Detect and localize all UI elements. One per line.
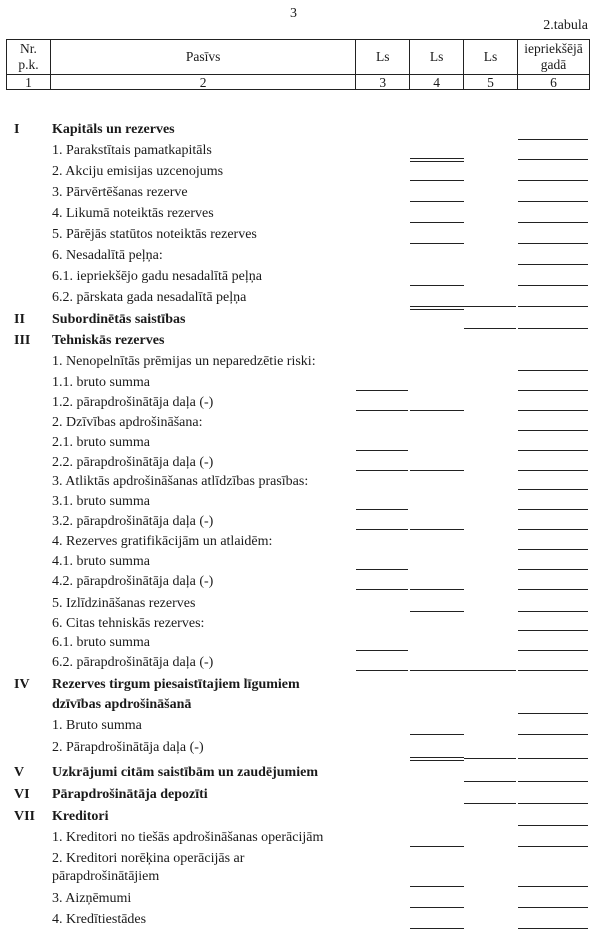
entry-line [518, 285, 588, 286]
line-item: 4. Rezerves gratifikācijām un atlaidēm: [52, 534, 273, 549]
line-item: 6. Citas tehniskās rezerves: [52, 616, 205, 631]
entry-line [518, 734, 588, 735]
entry-line [518, 509, 588, 510]
line-item: 3. Aizņēmumi [52, 891, 132, 906]
line-item: 4.1. bruto summa [52, 554, 150, 569]
entry-line [518, 390, 588, 391]
col-nr-header: Nr. p.k. [7, 40, 51, 75]
table-header [6, 39, 590, 90]
section-row [0, 808, 600, 828]
col-number: 2 [50, 75, 355, 90]
entry-line [410, 907, 464, 908]
section-title: Subordinētās saistības [52, 312, 186, 327]
entry-line [518, 650, 588, 651]
col-number: 3 [356, 75, 410, 90]
entry-line [518, 846, 588, 847]
entry-line [410, 410, 464, 411]
entry-line [356, 650, 408, 651]
entry-line [518, 529, 588, 530]
entry-line [518, 370, 588, 371]
line-item: 3. Atliktās apdrošināšanas atlīdzības prasības: [52, 474, 309, 489]
entry-line [410, 180, 464, 181]
section-number: III [14, 333, 31, 348]
entry-line [410, 670, 464, 671]
entry-line [518, 549, 588, 550]
entry-line [518, 180, 588, 181]
entry-line [410, 529, 464, 530]
entry-line [518, 825, 588, 826]
entry-line [518, 928, 588, 929]
page-number: 3 [290, 6, 297, 21]
entry-line [410, 158, 464, 159]
entry-line [410, 589, 464, 590]
line-item: 1. Nenopelnītās prēmijas un neparedzētie riski: [52, 354, 316, 369]
line-item: 2. Kreditori norēķina operācijās ar pārapdrošinātājiem [52, 851, 245, 884]
entry-line [464, 781, 516, 782]
entry-line [518, 201, 588, 202]
section-row [0, 696, 600, 716]
entry-line [410, 760, 464, 761]
entry-line [410, 243, 464, 244]
section-title: Uzkrājumi citām saistībām un zaudējumiem [52, 765, 318, 780]
entry-line [464, 328, 516, 329]
entry-line [518, 489, 588, 490]
line-item: 1.2. pārapdrošinātāja daļa (-) [52, 395, 214, 410]
entry-line [518, 450, 588, 451]
entry-line [410, 222, 464, 223]
line-item: 4.2. pārapdrošinātāja daļa (-) [52, 574, 214, 589]
entry-line [356, 410, 408, 411]
entry-line [410, 285, 464, 286]
table-name: 2.tabula [543, 18, 588, 33]
entry-line [410, 309, 464, 310]
section-title-continued: dzīvības apdrošināšanā [52, 697, 192, 712]
section-number: IV [14, 677, 30, 692]
col-ls-header: Ls [410, 40, 464, 75]
entry-line [464, 306, 516, 307]
line-item: 1. Kreditori no tiešās apdrošināšanas operācijām [52, 830, 324, 845]
entry-line [410, 928, 464, 929]
entry-line [518, 670, 588, 671]
entry-line [518, 243, 588, 244]
entry-line [410, 734, 464, 735]
entry-line [518, 139, 588, 140]
entry-line [518, 470, 588, 471]
entry-line [356, 509, 408, 510]
entry-line [410, 201, 464, 202]
line-item: 6.1. bruto summa [52, 635, 150, 650]
entry-line [518, 611, 588, 612]
entry-line [410, 757, 464, 758]
line-item: 1. Parakstītais pamatkapitāls [52, 143, 212, 158]
entry-line [356, 589, 408, 590]
section-title: Rezerves tirgum piesaistītajiem līgumiem [52, 677, 300, 692]
entry-line [518, 569, 588, 570]
entry-line [410, 611, 464, 612]
entry-line [518, 630, 588, 631]
section-title: Kreditori [52, 809, 109, 824]
line-item: 6.2. pārapdrošinātāja daļa (-) [52, 655, 214, 670]
section-number: V [14, 765, 25, 780]
entry-line [464, 670, 516, 671]
section-number: I [14, 122, 20, 137]
entry-line [518, 781, 588, 782]
entry-line [356, 470, 408, 471]
line-item: 3. Pārvērtēšanas rezerve [52, 185, 188, 200]
col-number: 1 [7, 75, 51, 90]
line-item: 5. Izlīdzināšanas rezerves [52, 596, 196, 611]
entry-line [356, 529, 408, 530]
entry-line [410, 470, 464, 471]
entry-line [518, 803, 588, 804]
entry-line [356, 670, 408, 671]
entry-line [410, 161, 464, 162]
line-item: 2.2. pārapdrošinātāja daļa (-) [52, 455, 214, 470]
entry-line [464, 803, 516, 804]
section-title: Pārapdrošinātāja depozīti [52, 787, 208, 802]
section-number: VI [14, 787, 30, 802]
line-item: 3.1. bruto summa [52, 494, 150, 509]
col-number: 6 [518, 75, 590, 90]
entry-line [518, 306, 588, 307]
entry-line [518, 589, 588, 590]
line-item: 6. Nesadalītā peļņa: [52, 248, 163, 263]
col-ls-header: Ls [356, 40, 410, 75]
section-number: II [14, 312, 25, 327]
col-ls-header: Ls [464, 40, 518, 75]
line-item: 1. Bruto summa [52, 718, 142, 733]
section-title: Kapitāls un rezerves [52, 122, 175, 137]
line-item: 6.1. iepriekšējo gadu nesadalītā peļņa [52, 269, 262, 284]
entry-line [464, 758, 516, 759]
entry-line [518, 264, 588, 265]
line-item: 5. Pārējās statūtos noteiktās rezerves [52, 227, 257, 242]
col-pasivs-header: Pasīvs [50, 40, 355, 75]
line-item: 3.2. pārapdrošinātāja daļa (-) [52, 514, 214, 529]
entry-line [410, 886, 464, 887]
entry-line [356, 569, 408, 570]
entry-line [518, 713, 588, 714]
line-item: 4. Likumā noteiktās rezerves [52, 206, 214, 221]
entry-line [518, 222, 588, 223]
entry-line [518, 328, 588, 329]
entry-line [518, 159, 588, 160]
line-item: 2.1. bruto summa [52, 435, 150, 450]
entry-line [410, 846, 464, 847]
entry-line [518, 410, 588, 411]
section-row [0, 332, 600, 352]
entry-line [410, 306, 464, 307]
line-item: 2. Pārapdrošinātāja daļa (-) [52, 740, 204, 755]
entry-line [518, 430, 588, 431]
line-item: 1.1. bruto summa [52, 375, 150, 390]
section-row [0, 121, 600, 141]
line-item: 6.2. pārskata gada nesadalītā peļņa [52, 290, 247, 305]
section-row [0, 676, 600, 696]
section-number: VII [14, 809, 36, 824]
col-previous-year-header: iepriekšējā gadā [518, 40, 590, 75]
entry-line [518, 907, 588, 908]
col-number: 4 [410, 75, 464, 90]
entry-line [356, 390, 408, 391]
line-item: 2. Dzīvības apdrošināšana: [52, 415, 203, 430]
line-item: 4. Kredītiestādes [52, 912, 147, 927]
entry-line [356, 450, 408, 451]
line-item: 2. Akciju emisijas uzcenojums [52, 164, 224, 179]
entry-line [518, 886, 588, 887]
entry-line [518, 758, 588, 759]
col-number: 5 [464, 75, 518, 90]
section-title: Tehniskās rezerves [52, 333, 165, 348]
